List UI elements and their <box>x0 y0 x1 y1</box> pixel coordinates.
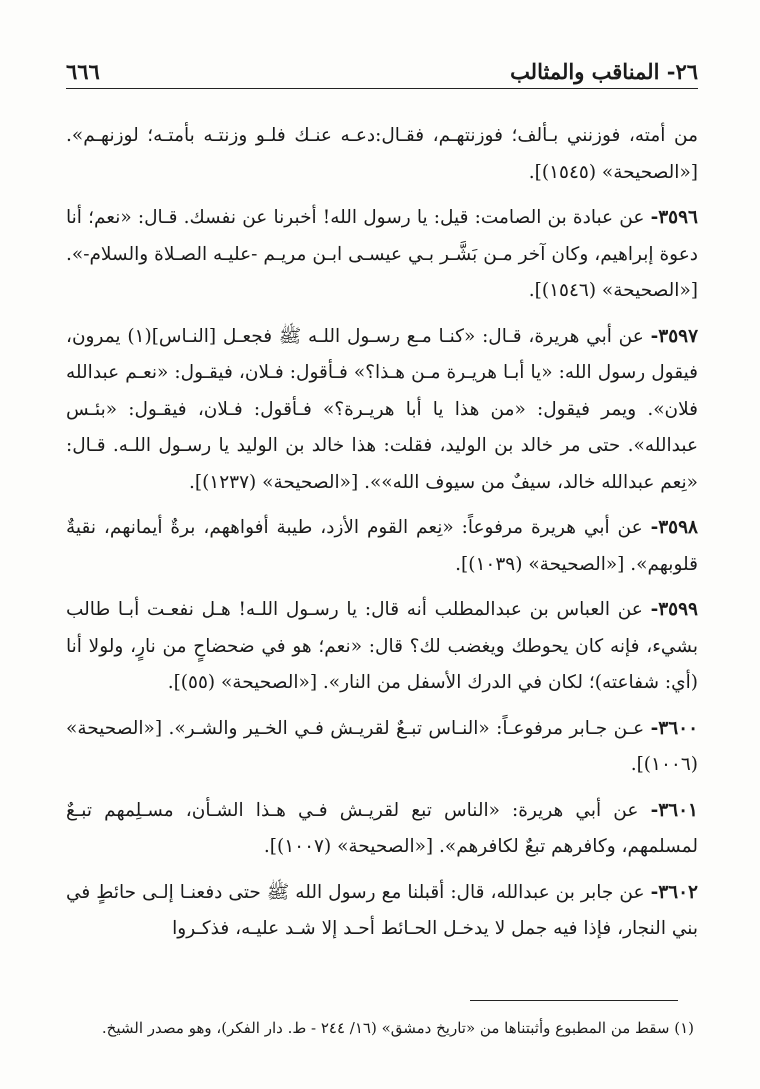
footnote-divider <box>470 1000 678 1001</box>
hadith-3596 <box>66 200 698 310</box>
hadith-number: ٣٦٠١- <box>650 799 698 821</box>
header-divider <box>66 88 698 89</box>
hadith-text: عن أبي هريرة، قـال: «كنـا مـع رسـول اللـه ﷺ فجعـل [النـاس](١) يمرون، فيقول رسول الله: «يا أبـا هريـرة مـن هـذا؟» فـأقول: فـلان، فيقـول: «نعـم عبدالله فلان». ويمر فيقول: «من هذا يا أبا هريـرة؟» فـأقول: فـلان، فيقـول: «بئـس عبدالله». حتى مر خالد بن الوليد، فقلت: هذا خالد بن الوليد يا رسـول اللـه. قـال: «نِعم عبدالله خالد، سيفٌ من سيوف الله»». [«الصحيحة» (١٢٣٧)]. <box>66 325 698 493</box>
main-text <box>66 118 698 957</box>
hadith-3599 <box>66 592 698 702</box>
hadith-number: ٣٥٩٩- <box>650 599 698 620</box>
hadith-number: ٣٥٩٦- <box>650 207 698 228</box>
hadith-text: عـن جـابر مرفوعـاً: «النـاس تبـعٌ لقريـش فـي الخـير والشـر». [«الصحيحة» (١٠٠٦)]. <box>66 717 698 775</box>
hadith-3598 <box>66 510 698 583</box>
hadith-text: عن عبادة بن الصامت: قيل: يا رسول الله! أخبرنا عن نفسك. قـال: «نعم؛ أنا دعوة إبراهيم، وكان آخر مـن بَشَّـر بـي عيسـى ابـن مريـم -عليـه الصـلاة والسلام-». [«الصحيحة» (١٥٤٦)]. <box>66 207 698 301</box>
page-header <box>66 40 698 84</box>
hadith-3600 <box>66 711 698 784</box>
hadith-text: من أمته، فوزنني بـألف؛ فوزنتهـم، فقـال:دعـه عنـك فلـو وزنتـه بأمتـه؛ لوزنهـم». [«الصحيحة» (١٥٤٥)]. <box>66 125 698 183</box>
hadith-text: عن أبي هريرة مرفوعاً: «نِعم القوم الأزد، طيبة أفواههم، برةٌ أيمانهم، نقيةٌ قلوبهم». [«الصحيحة» (١٠٣٩)]. <box>66 517 698 575</box>
page-number: ٦٦٦ <box>66 59 100 84</box>
hadith-3597 <box>66 319 698 502</box>
hadith-3601 <box>66 793 698 866</box>
footnote: (١) سقط من المطبوع وأثبتناها من «تاريخ دمشق» (١٦/ ٢٤٤ - ط. دار الفكر)، وهو مصدر الشيخ. <box>101 1019 694 1037</box>
hadith-number: ٣٦٠٠- <box>650 717 699 739</box>
hadith-number: ٣٦٠٢- <box>650 881 698 903</box>
hadith-3602 <box>66 875 698 948</box>
paragraph-continuation <box>66 118 698 191</box>
hadith-number: ٣٥٩٨- <box>650 517 698 538</box>
hadith-text: عن أبي هريرة: «الناس تبع لقريـش فـي هـذا الشـأن، مسـلِمهم تبـعٌ لمسلمهم، وكافرهم تبعٌ لكافرهم». [«الصحيحة» (١٠٠٧)]. <box>66 799 698 857</box>
chapter-title: ٢٦- المناقب والمثالب <box>510 59 698 84</box>
hadith-number: ٣٥٩٧- <box>650 325 699 347</box>
hadith-text: عن العباس بن عبدالمطلب أنه قال: يا رسـول اللـه! هـل نفعـت أبـا طالب بشيء، فإنه كان يحوطك ويغضب لك؟ قال: «نعم؛ هو في ضحضاحٍ من نارٍ، ولولا أنا (أي: شفاعته)؛ لكان في الدرك الأسفل من النار». [«الصحيحة» (٥٥)]. <box>66 599 698 693</box>
hadith-text: عن جابر بن عبدالله، قال: أقبلنا مع رسول الله ﷺ حتى دفعنـا إلـى حائطٍ في بني النجار، فإذا فيه جمل لا يدخـل الحـائط أحـد إلا شـد عليـه، فذكـروا <box>66 881 698 939</box>
